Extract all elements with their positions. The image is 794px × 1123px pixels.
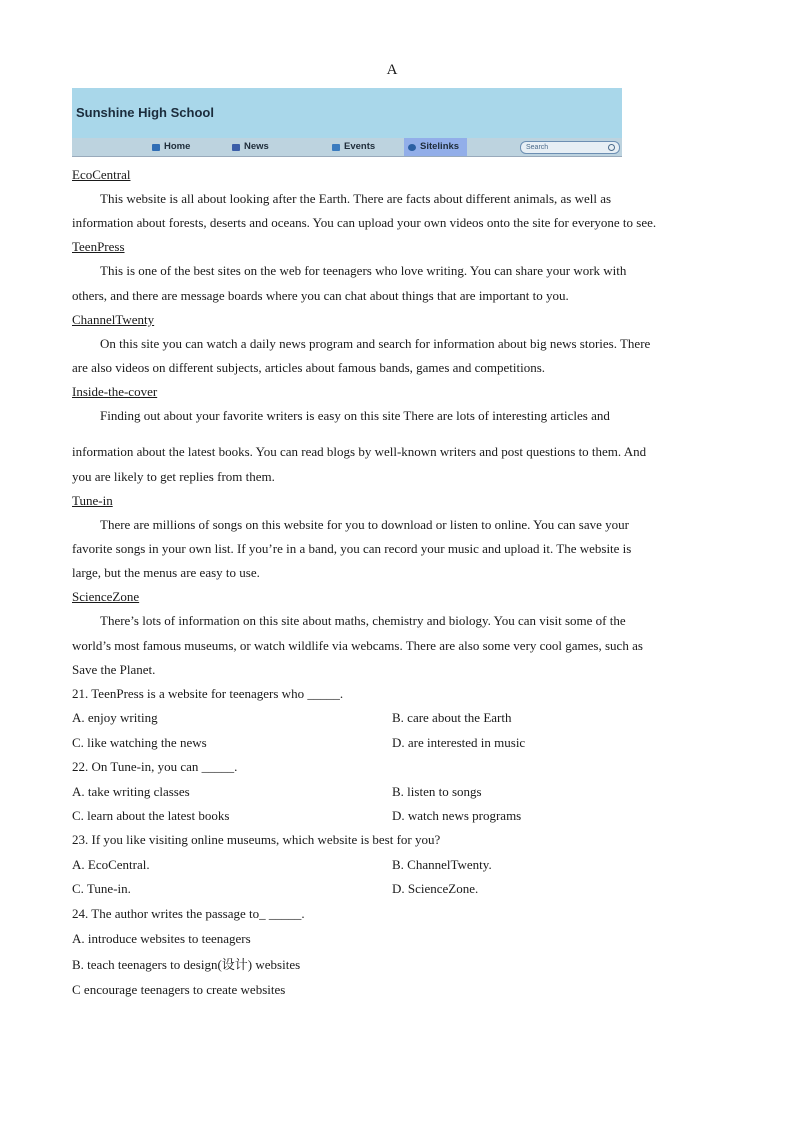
nav-sitelinks[interactable]: Sitelinks: [404, 138, 467, 156]
option: C. like watching the news: [72, 734, 207, 750]
site-name: EcoCentral: [72, 167, 131, 182]
option: B. teach teenagers to design(设计) websites: [72, 956, 301, 972]
site-name: Inside-the-cover: [72, 384, 158, 400]
search-input[interactable]: Search: [520, 141, 620, 154]
question: [72, 902, 712, 1003]
option: C encourage teenagers to create websites: [72, 982, 286, 998]
option: A. take writing classes: [72, 783, 190, 799]
nav-events[interactable]: Events: [332, 138, 375, 156]
site-entry: TeenPress This is one of the best sites on the web for teenagers who love writing. You can share your work with others, and there are message boards where you can chat about things that are important to you.: [72, 235, 712, 307]
section-letter: A: [386, 62, 398, 78]
question: [72, 682, 712, 755]
site-name: ScienceZone: [72, 589, 140, 605]
option: C. learn about the latest books: [72, 808, 230, 824]
site-entry: EcoCentral This website is all about looking after the Earth. There are facts about different animals, as well as information about forests, deserts and oceans. You can upload your own videos onto the site for everyone to see.: [72, 163, 712, 235]
question-stem: 23. If you like visiting online museums, which website is best for you?: [72, 832, 441, 848]
question-stem: 24. The author writes the passage to_ _____.: [72, 905, 305, 921]
question: [72, 755, 712, 828]
nav-home[interactable]: Home: [152, 138, 190, 156]
site-name: Tune-in: [72, 492, 113, 508]
site-entry: Tune-in There are millions of songs on this website for you to download or listen to online. You can save your favorite songs in your own list. If you’re in a band, you can record your music and upload it. The website is large, but the menus are easy to use.: [72, 489, 712, 586]
question-stem: 22. On Tune-in, you can _____.: [72, 759, 238, 775]
option: B. listen to songs: [392, 783, 482, 799]
option: A. enjoy writing: [72, 710, 158, 726]
news-icon: [232, 144, 240, 151]
option: C. Tune-in.: [72, 881, 131, 897]
option: D. watch news programs: [392, 808, 522, 824]
question: [72, 828, 712, 901]
site-list: [72, 163, 712, 682]
option: D. ScienceZone.: [392, 881, 479, 897]
search-icon[interactable]: [608, 144, 615, 151]
site-entry: Inside-the-cover Finding out about your favorite writers is easy on this site There are lots of interesting articles and information about the latest books. You can read blogs by well-known writers and post questions to them. And you are likely to get replies from them.: [72, 380, 712, 489]
site-entry: ScienceZone There’s lots of information on this site about maths, chemistry and biology. You can visit some of the world’s most famous museums, or watch wildlife via webcams. There are also some very cool games, such as Save the Planet.: [72, 585, 712, 682]
site-entry: ChannelTwenty On this site you can watch a daily news program and search for information about big news stories. There are also videos on different subjects, articles about famous bands, games and competitions.: [72, 308, 712, 380]
website-banner: [72, 88, 622, 157]
site-name: TeenPress: [72, 239, 125, 255]
banner-title: Sunshine High School: [76, 105, 214, 120]
home-icon: [152, 144, 160, 151]
banner-navbar: [72, 138, 622, 156]
option: B. ChannelTwenty.: [392, 856, 492, 872]
nav-news[interactable]: News: [232, 138, 269, 156]
option: A. introduce websites to teenagers: [72, 931, 251, 947]
option: A. EcoCentral.: [72, 856, 150, 872]
question-stem: 21. TeenPress is a website for teenagers who _____.: [72, 686, 344, 702]
option: D. are interested in music: [392, 734, 526, 750]
site-name: ChannelTwenty: [72, 311, 155, 327]
option: B. care about the Earth: [392, 710, 512, 726]
globe-icon: [408, 144, 416, 151]
question-list: [72, 682, 712, 1003]
calendar-icon: [332, 144, 340, 151]
document-page: [72, 58, 712, 1003]
